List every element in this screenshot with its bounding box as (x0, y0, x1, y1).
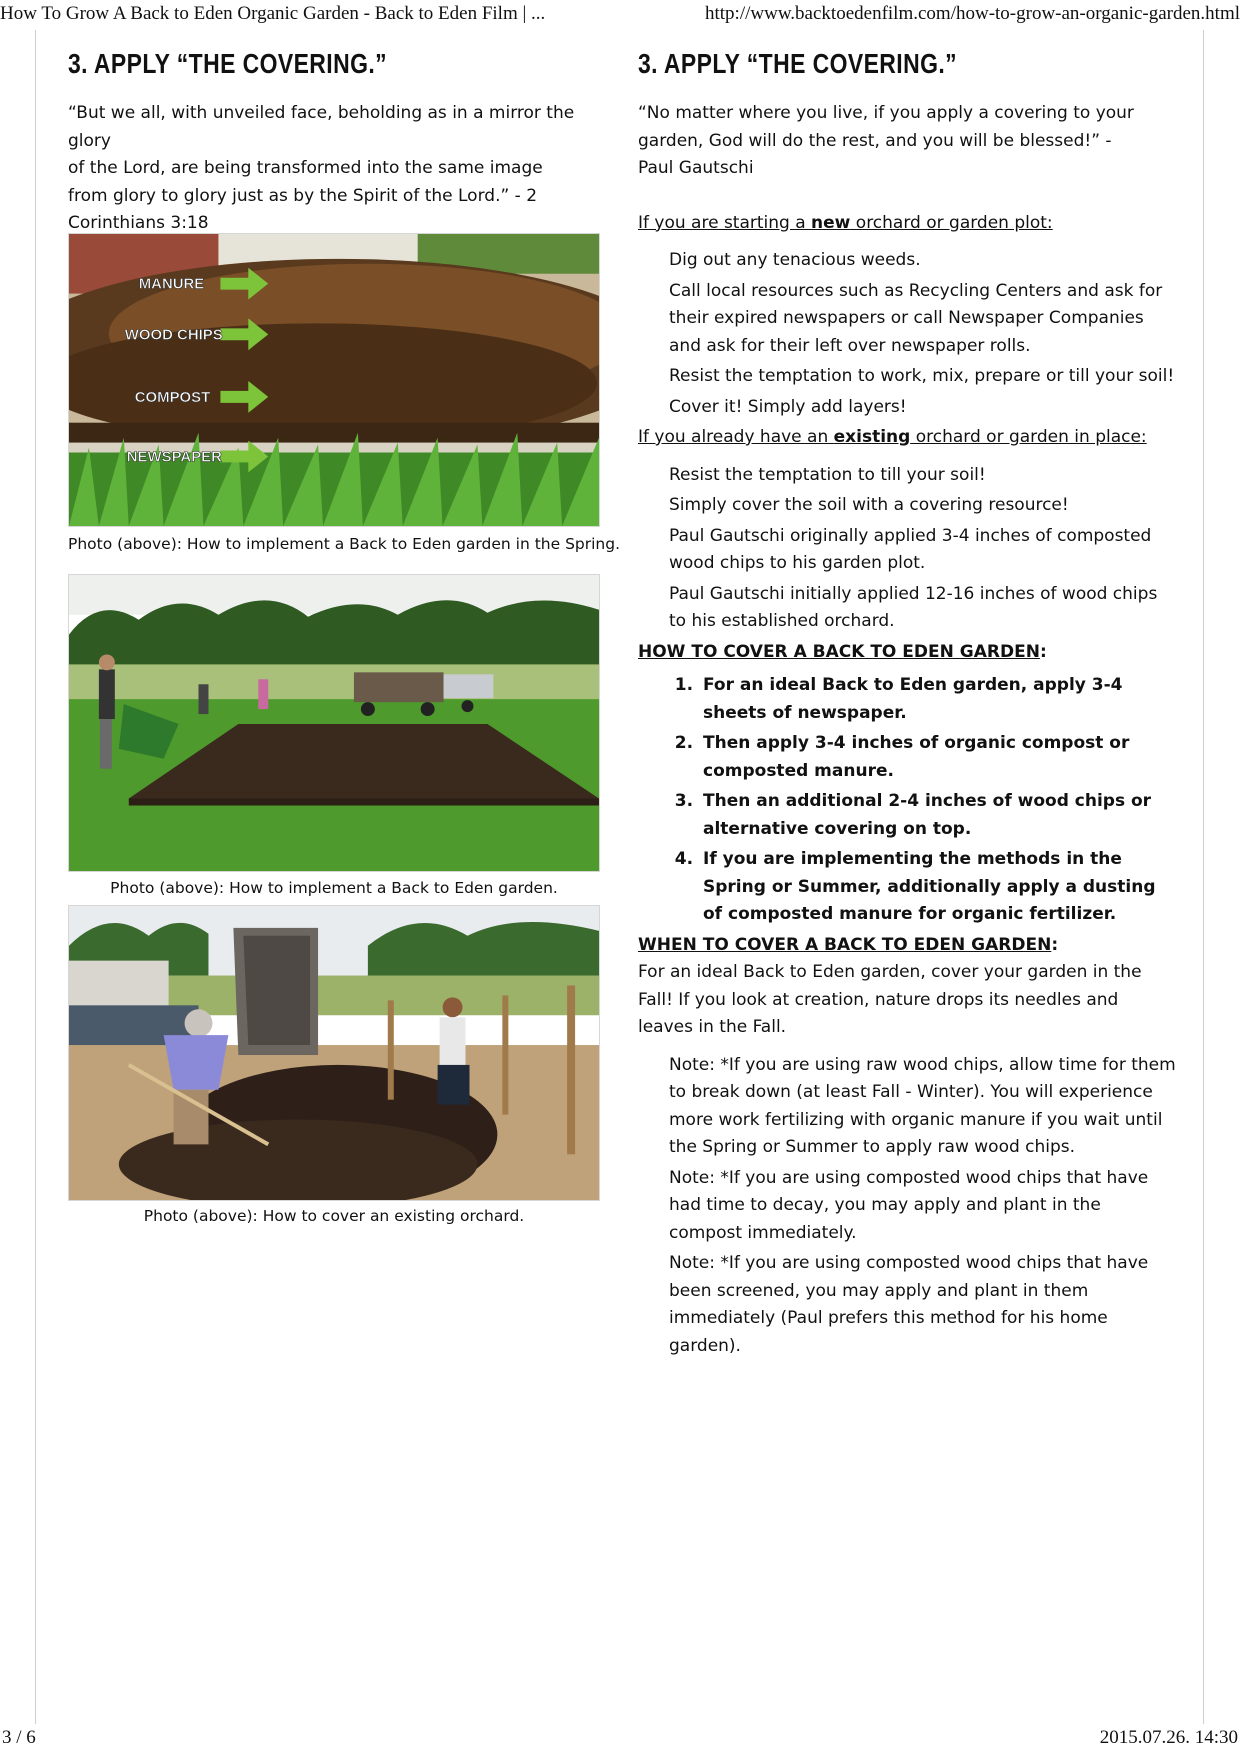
quote-line: Paul Gautschi (638, 158, 754, 178)
photo-caption-spring: Photo (above): How to implement a Back to Eden garden in the Spring. (68, 535, 621, 553)
gautschi-quote (638, 100, 1178, 183)
photo-existing-orchard (68, 905, 600, 1201)
right-column-body (638, 100, 1178, 1363)
when-to-cover-heading: WHEN TO COVER A BACK TO EDEN GARDEN: (638, 934, 1059, 955)
list-item: Call local resources such as Recycling Centers and ask for their expired newspapers or call Newspaper Companies and ask for their left over newspaper rolls. (669, 280, 1163, 356)
note-item: Note: *If you are using raw wood chips, allow time for them to break down (at least Fall - Winter). You will experience more work fertilizing with organic manure if you wait until the Spring or Summer to apply raw wood chips. (669, 1054, 1176, 1157)
layer-label-manure: MANURE (138, 275, 205, 293)
note-item: Note: *If you are using composted wood chips that have been screened, you may apply and plant in them immediately (Paul prefers this method for his home garden). (669, 1253, 1149, 1356)
quote-line: from glory to glory just as by the Spirit of the Lord.” - 2 (68, 185, 538, 206)
right-margin-line (1203, 30, 1204, 1724)
left-margin-line (35, 30, 36, 1724)
print-timestamp: 2015.07.26. 14:30 (1099, 1727, 1238, 1748)
list-item: Dig out any tenacious weeds. (669, 250, 921, 270)
page-number: 3 / 6 (2, 1727, 36, 1748)
list-item: Paul Gautschi originally applied 3-4 inches of composted wood chips to his garden plot. (669, 525, 1152, 573)
list-item: Resist the temptation to work, mix, prepare or till your soil! (669, 366, 1175, 386)
quote-line: “No matter where you live, if you apply a covering to your (638, 103, 1134, 123)
notes-list (638, 1052, 1178, 1361)
layer-label-wood-chips: WOOD CHIPS (124, 326, 223, 344)
how-to-cover-steps (638, 672, 1178, 929)
photo-caption-implement: Photo (above): How to implement a Back to Eden garden. (110, 879, 558, 897)
quote-line: garden, God will do the rest, and you will be blessed!” - (638, 130, 1112, 151)
intro-text: orchard or garden plot: (850, 212, 1053, 233)
heading-text: WHEN TO COVER A BACK TO EDEN GARDEN (638, 934, 1052, 955)
quote-line: of the Lord, are being transformed into the same image (68, 158, 543, 178)
how-to-cover-heading: HOW TO COVER A BACK TO EDEN GARDEN: (638, 641, 1047, 662)
intro-emphasis: existing (833, 427, 911, 447)
right-section-heading: 3. APPLY “THE COVERING.” (638, 48, 958, 79)
list-item: Paul Gautschi initially applied 12-16 inches of wood chips to his established orchard. (669, 583, 1158, 631)
layer-label-newspaper: NEWSPAPER (126, 448, 222, 466)
photo-caption-orchard: Photo (above): How to cover an existing orchard. (143, 1207, 525, 1225)
intro-text: If you are starting a (638, 212, 812, 233)
step-item: 4. If you are implementing the methods in the Spring or Summer, additionally apply a dusting of composted manure for organic fertilizer. (699, 846, 1178, 929)
left-section-heading: 3. APPLY “THE COVERING.” (68, 48, 388, 79)
page-url-header[interactable]: http://www.backtoedenfilm.com/how-to-grow-an-organic-garden.html (704, 3, 1240, 24)
list-item: Simply cover the soil with a covering resource! (669, 495, 1069, 515)
quote-line: Corinthians 3:18 (68, 213, 209, 233)
step-item: 3. Then an additional 2-4 inches of wood chips or alternative covering on top. (699, 788, 1178, 843)
heading-text: HOW TO COVER A BACK TO EDEN GARDEN (638, 641, 1040, 662)
quote-line: “But we all, with unveiled face, beholding as in a mirror the glory (68, 103, 575, 151)
list-item: Cover it! Simply add layers! (669, 396, 907, 417)
step-item: 1. For an ideal Back to Eden garden, apply 3-4 sheets of newspaper. (699, 672, 1178, 727)
intro-emphasis: new (811, 212, 851, 233)
layer-label-compost: COMPOST (134, 388, 211, 406)
existing-garden-intro (638, 424, 1178, 452)
page-title-header: How To Grow A Back to Eden Organic Garden - Back to Eden Film | ... (0, 3, 546, 24)
new-garden-list (638, 247, 1178, 421)
photo-covering-layers (68, 233, 600, 527)
existing-garden-list (638, 462, 1178, 636)
new-garden-intro (638, 210, 1178, 238)
bible-quote (68, 100, 608, 238)
note-item: Note: *If you are using composted wood chips that have had time to decay, you may apply and plant in the compost immediately. (669, 1167, 1149, 1243)
photo-garden-field (68, 574, 600, 872)
when-to-cover-text: For an ideal Back to Eden garden, cover your garden in the Fall! If you look at creation, nature drops its needles and leaves in the Fall. (638, 962, 1142, 1037)
intro-text: orchard or garden in place: (910, 427, 1147, 447)
list-item: Resist the temptation to till your soil! (669, 464, 986, 485)
intro-text: If you already have an (638, 427, 834, 447)
step-item: 2. Then apply 3-4 inches of organic compost or composted manure. (699, 730, 1178, 785)
